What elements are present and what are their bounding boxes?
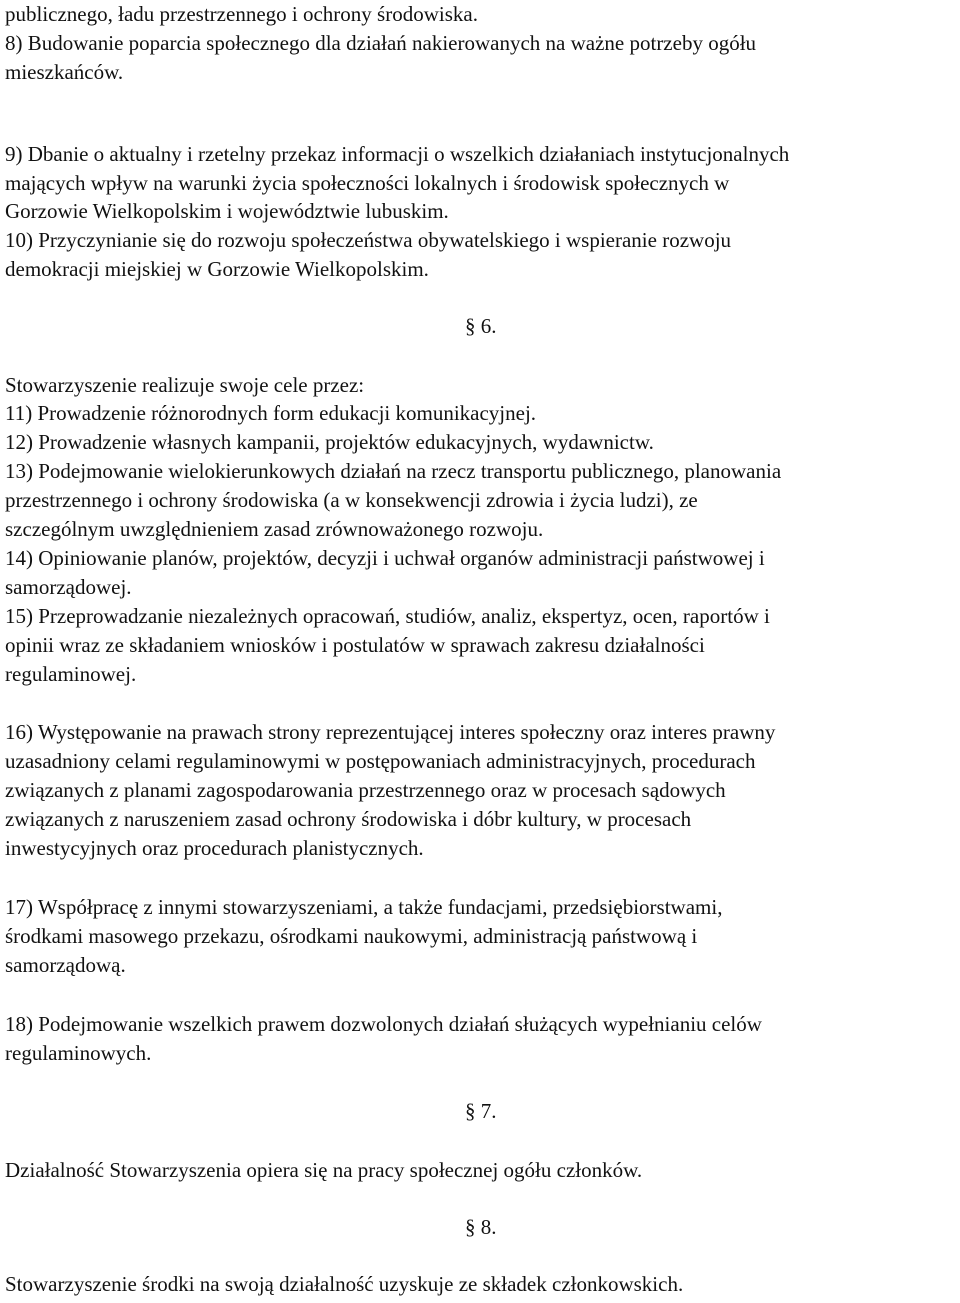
text-line: mieszkańców. — [5, 60, 124, 84]
text-line: 13) Podejmowanie wielokierunkowych działań na rzecz transportu publicznego, planowania — [5, 459, 782, 483]
text-line: szczególnym uwzględnieniem zasad zrównoważonego rozwoju. — [5, 517, 544, 541]
text-line: samorządową. — [5, 953, 126, 977]
text-line: demokracji miejskiej w Gorzowie Wielkopolskim. — [5, 257, 429, 281]
text-line: 9) Dbanie o aktualny i rzetelny przekaz informacji o wszelkich działaniach instytucjonalnych — [5, 142, 790, 166]
text-line: 17) Współpracę z innymi stowarzyszeniami, a także fundacjami, przedsiębiorstwami, — [5, 895, 723, 919]
text-line: 10) Przyczynianie się do rozwoju społeczeństwa obywatelskiego i wspieranie rozwoju — [5, 228, 732, 252]
text-line: 8) Budowanie poparcia społecznego dla działań nakierowanych na ważne potrzeby ogółu — [5, 31, 757, 55]
section-heading: § 8. — [465, 1215, 497, 1239]
text-line: 12) Prowadzenie własnych kampanii, projektów edukacyjnych, wydawnictw. — [5, 430, 654, 454]
text-line: przestrzennego i ochrony środowiska (a w konsekwencji zdrowia i życia ludzi), ze — [5, 488, 698, 512]
text-line: 14) Opiniowanie planów, projektów, decyzji i uchwał organów administracji państwowej i — [5, 546, 765, 570]
text-line: publicznego, ładu przestrzennego i ochrony środowiska. — [5, 2, 478, 26]
text-line: Stowarzyszenie realizuje swoje cele przez: — [5, 373, 365, 397]
text-line: inwestycyjnych oraz procedurach planistycznych. — [5, 836, 424, 860]
text-line: uzasadniony celami regulaminowymi w postępowaniach administracyjnych, procedurach — [5, 749, 756, 773]
section-heading: § 7. — [465, 1099, 497, 1123]
text-line: związanych z naruszeniem zasad ochrony środowiska i dóbr kultury, w procesach — [5, 807, 692, 831]
text-line: 16) Występowanie na prawach strony reprezentującej interes społeczny oraz interes prawny — [5, 720, 776, 744]
text-line: regulaminowych. — [5, 1041, 152, 1065]
text-line: Gorzowie Wielkopolskim i województwie lubuskim. — [5, 199, 449, 223]
section-heading: § 6. — [465, 314, 497, 338]
text-line: środkami masowego przekazu, ośrodkami naukowymi, administracją państwową i — [5, 924, 698, 948]
text-line: regulaminowej. — [5, 662, 137, 686]
text-line: 15) Przeprowadzanie niezależnych opracowań, studiów, analiz, ekspertyz, ocen, raportów i — [5, 604, 770, 628]
text-line: samorządowej. — [5, 575, 132, 599]
text-line: związanych z planami zagospodarowania przestrzennego oraz w procesach sądowych — [5, 778, 726, 802]
text-line: mających wpływ na warunki życia społeczności lokalnych i środowisk społecznych w — [5, 171, 730, 195]
text-line: 11) Prowadzenie różnorodnych form edukacji komunikacyjnej. — [5, 401, 537, 425]
text-line: Stowarzyszenie środki na swoją działalność uzyskuje ze składek członkowskich. — [5, 1272, 684, 1296]
text-line: 18) Podejmowanie wszelkich prawem dozwolonych działań służących wypełnianiu celów — [5, 1012, 762, 1036]
text-line: opinii wraz ze składaniem wniosków i postulatów w sprawach zakresu działalności — [5, 633, 705, 657]
text-line: Działalność Stowarzyszenia opiera się na pracy społecznej ogółu członków. — [5, 1158, 643, 1182]
